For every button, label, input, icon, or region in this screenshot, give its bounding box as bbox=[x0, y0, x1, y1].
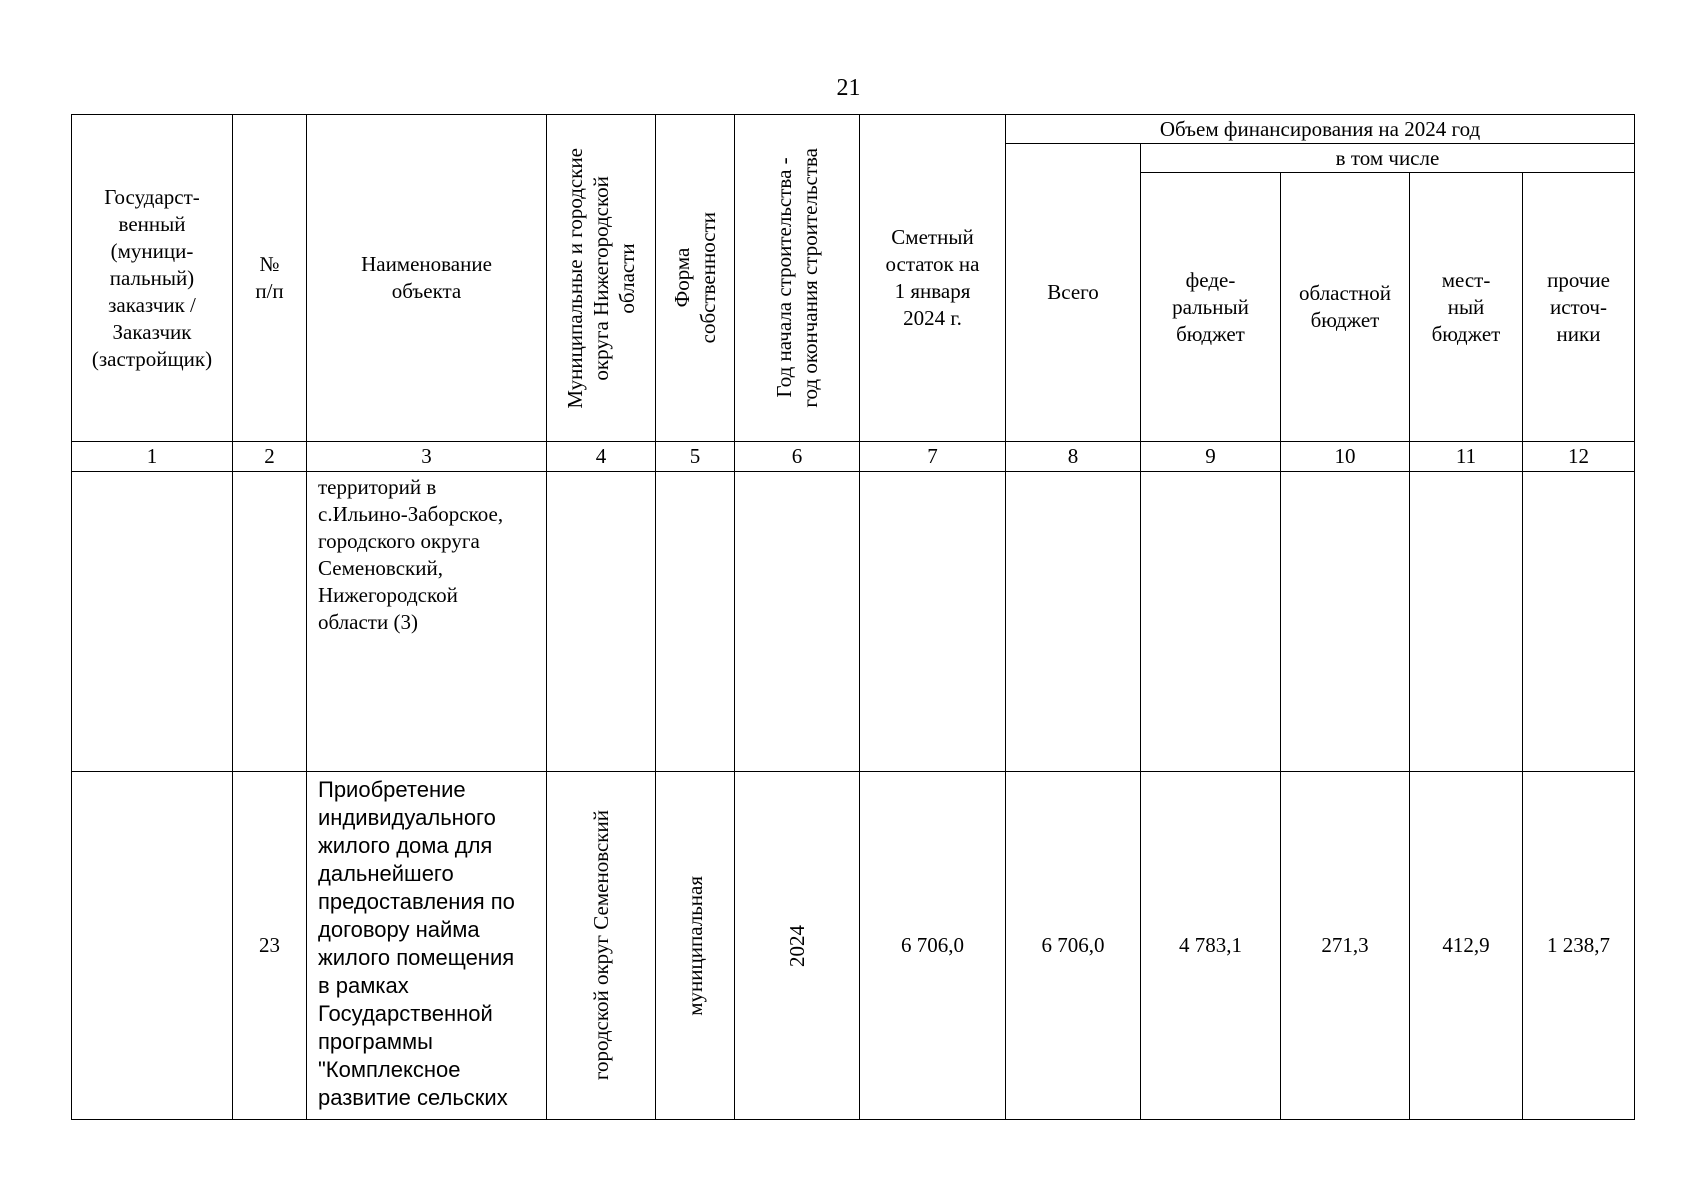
cell-estimate-balance bbox=[860, 472, 1006, 772]
column-number: 6 bbox=[735, 442, 860, 472]
header-customer: Государст- венный (муници- пальный) заказчик / Заказчик (застройщик) bbox=[72, 115, 233, 442]
column-number: 4 bbox=[547, 442, 656, 472]
header-years-text: Год начала строительства - год окончания строительства bbox=[772, 148, 822, 408]
cell-regional: 271,3 bbox=[1281, 772, 1410, 1120]
cell-customer bbox=[72, 472, 233, 772]
header-regional: областной бюджет bbox=[1281, 173, 1410, 442]
header-including: в том числе bbox=[1141, 144, 1635, 173]
column-number: 2 bbox=[233, 442, 307, 472]
cell-federal bbox=[1141, 472, 1281, 772]
column-number: 5 bbox=[656, 442, 735, 472]
column-number: 7 bbox=[860, 442, 1006, 472]
cell-ownership bbox=[656, 772, 735, 1120]
header-local: мест- ный бюджет bbox=[1410, 173, 1523, 442]
header-object-name: Наименование объекта bbox=[307, 115, 547, 442]
cell-total: 6 706,0 bbox=[1006, 772, 1141, 1120]
cell-federal: 4 783,1 bbox=[1141, 772, 1281, 1120]
cell-municipality-text: городской округ Семеновский bbox=[589, 810, 613, 1081]
table-row bbox=[72, 472, 1635, 772]
column-number: 8 bbox=[1006, 442, 1141, 472]
cell-other bbox=[1523, 472, 1635, 772]
column-numbers-row bbox=[72, 442, 1635, 472]
cell-regional bbox=[1281, 472, 1410, 772]
header-number: № п/п bbox=[233, 115, 307, 442]
cell-customer bbox=[72, 772, 233, 1120]
header-ownership-text: Форма собственности bbox=[670, 212, 720, 344]
cell-years bbox=[735, 772, 860, 1120]
cell-other: 1 238,7 bbox=[1523, 772, 1635, 1120]
column-number: 3 bbox=[307, 442, 547, 472]
cell-years-text: 2024 bbox=[785, 924, 809, 967]
column-number: 10 bbox=[1281, 442, 1410, 472]
cell-ownership-text: муниципальная bbox=[683, 875, 707, 1016]
cell-municipality bbox=[547, 472, 656, 772]
header-funding-group: Объем финансирования на 2024 год bbox=[1006, 115, 1635, 144]
cell-local: 412,9 bbox=[1410, 772, 1523, 1120]
cell-total bbox=[1006, 472, 1141, 772]
column-number: 11 bbox=[1410, 442, 1523, 472]
column-number: 9 bbox=[1141, 442, 1281, 472]
cell-object-name: территорий в с.Ильино-Заборское, городского округа Семеновский, Нижегородской области (3) bbox=[307, 472, 547, 772]
cell-local bbox=[1410, 472, 1523, 772]
cell-years bbox=[735, 472, 860, 772]
header-municipalities bbox=[547, 115, 656, 442]
cell-object-name: Приобретение индивидуального жилого дома для дальнейшего предоставления по договору найма жилого помещения в рамках Государственной программы "Комплексное развитие сельских bbox=[307, 772, 547, 1120]
table-row bbox=[72, 772, 1635, 1120]
header-ownership bbox=[656, 115, 735, 442]
cell-number bbox=[233, 472, 307, 772]
column-number: 1 bbox=[72, 442, 233, 472]
page-number: 21 bbox=[836, 75, 861, 101]
financing-table bbox=[71, 114, 1635, 1120]
cell-municipality bbox=[547, 772, 656, 1120]
cell-number: 23 bbox=[233, 772, 307, 1120]
header-total: Всего bbox=[1006, 144, 1141, 442]
cell-ownership bbox=[656, 472, 735, 772]
header-other: прочие источ- ники bbox=[1523, 173, 1635, 442]
header-municipalities-text: Муниципальные и городские округа Нижегородской области bbox=[563, 147, 639, 409]
header-estimate-balance: Сметный остаток на 1 января 2024 г. bbox=[860, 115, 1006, 442]
cell-estimate-balance: 6 706,0 bbox=[860, 772, 1006, 1120]
column-number: 12 bbox=[1523, 442, 1635, 472]
header-federal: феде- ральный бюджет bbox=[1141, 173, 1281, 442]
header-years bbox=[735, 115, 860, 442]
